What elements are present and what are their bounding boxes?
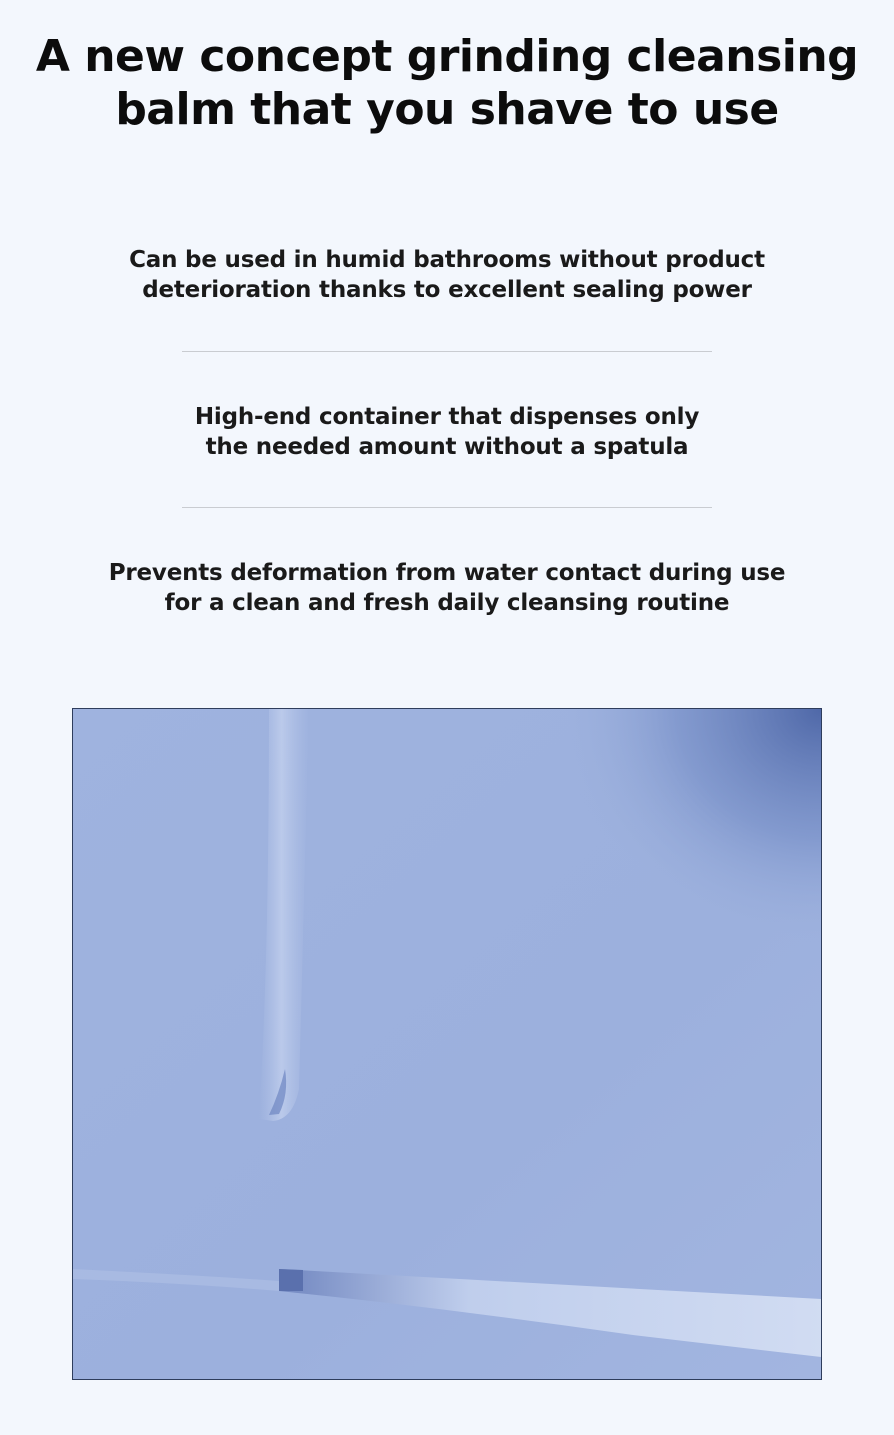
page-headline [0,30,894,136]
feature-line: Prevents deformation from water contact during use [108,560,786,586]
feature-line: Can be used in humid bathrooms without product [129,247,765,273]
headline-line-1: A new concept grinding cleansing [35,31,859,82]
feature-line: deterioration thanks to excellent sealing power [142,277,752,303]
feature-line: the needed amount without a spatula [205,434,689,460]
feature-container [0,402,894,462]
feature-line: for a clean and fresh daily cleansing routine [164,590,730,616]
section-divider [182,351,712,352]
feature-line: High-end container that dispenses only [194,404,700,430]
product-photo [72,708,822,1380]
product-photo-illustration [73,709,821,1379]
feature-sealing-power [0,245,894,305]
section-divider [182,507,712,508]
headline-line-2: balm that you shave to use [115,84,779,135]
feature-deformation [0,558,894,618]
